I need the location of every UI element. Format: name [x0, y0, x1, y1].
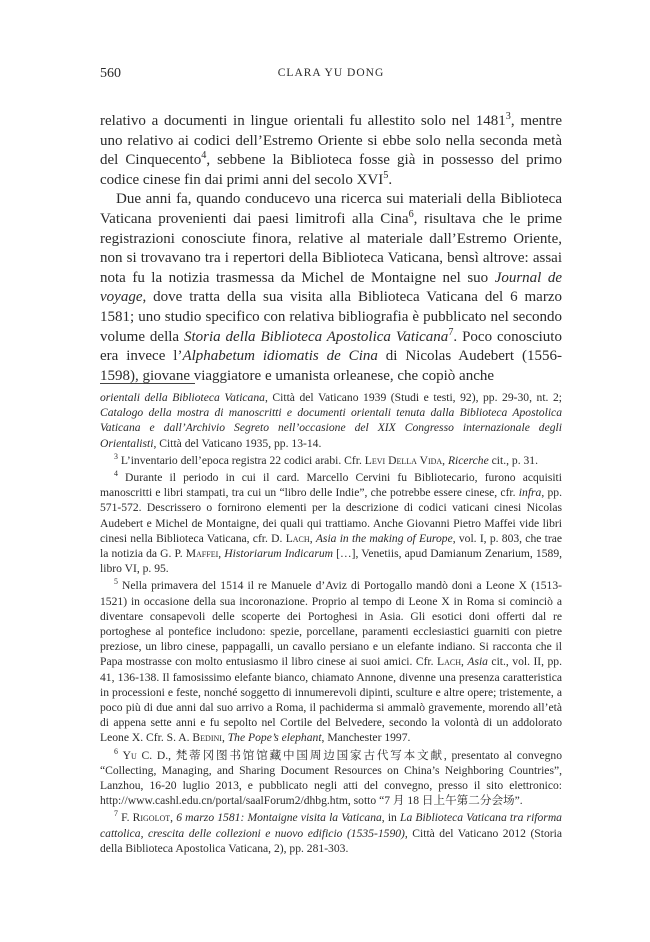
footnote-3: $^3$ L’inventario dell’epoca registra 22 codici arabi. Cfr. Levi Della Vida, Ricerche cit., p. 31. [114, 451, 539, 467]
footnote-4: $^4$ Durante il periodo in cui il card. Marcello Cervini fu Bibliotecario, furono acquisiti manoscritti e libri stampati, tra cui un “libro delle Indie”, che potrebbe essere cinese, cfr. infra, pp. 571-572. Descrissero o fornirono elementi per la descrizione di codici vaticani cinesi Nicolas Audebert e Michel de Montaigne, dei quali qui trattiamo. Anche Giovanni Pietro Maffei vide libri cinesi nella Biblioteca Vaticana, cfr. D. Lach, Asia in the making of Europe, vol. I, p. 803, che trae la notizia da G. P. Maffei, Historiarum Indicarum […], Venetiis, apud Damianum Zenarium, 1589, libro VI, p. 95. [100, 469, 563, 576]
footnote-7: $^7$ F. Rigolot, 6 marzo 1581: Montaigne visita la Vaticana, in La Biblioteca Vaticana tra riforma cattolica, crescita delle collezioni e nuovo edificio (1535-1590), Città del Vaticano 2012 (Storia della Biblioteca Apostolica Vaticana, 2), pp. 281-303. [100, 809, 562, 855]
footnote-continuation: orientali della Biblioteca Vaticana, Città del Vaticano 1939 (Studi e testi, 92), pp. 29-30, nt. 2; Catalogo della mostra di manoscritti e documenti orientali tenuta dalla Biblioteca Apostolica Vaticana e dall’Archivio Segreto nell’occasione del XIX Congresso internazionale degli Orientalisti, Città del Vaticano 1935, pp. 13-14. [100, 391, 562, 450]
page-number: 560 [100, 66, 121, 81]
page-header [100, 66, 562, 84]
footnote-ref-7[interactable]: 7 [448, 326, 454, 338]
footnote-ref-6[interactable]: 6 [408, 208, 414, 220]
footnote-5: $^5$ Nella primavera del 1514 il re Manuele d’Aviz di Portogallo mandò doni a Leone X (1513-1521) in occasione della sua incoronazione. Proprio al tempo di Leone X in Roma si cominciò a diventare consapevoli delle scoperte dei Portoghesi in Asia. Gli esotici doni offerti dal re portoghese al pontefice includono: spezie, porcellane, paramenti ecclesiastici guarniti con pietre preziose, un libro cinese, pappagalli, un cavallo persiano e un elefante indiano. Si racconta che il Papa mostrasse con molto entusiasmo il libro cinese ai suoi amici. Cfr. Lach, Asia cit., vol. II, pp. 41, 136-138. Il famosissimo elefante bianco, chiamato Annone, divenne una presenza caratteristica in processioni e feste, nonché soggetto di innumerevoli dipinti, sculture e altre opere; tristemente, a poco più di due anni dal suo arrivo a Roma, il pachiderma si ammalò gravemente, morendo all’età di appena sette anni e fu sepolto nel Cortile del Belvedere, secondo la volontà di un addolorato Leone X. Cfr. S. A. Bedini, The Pope’s elephant, Manchester 1997. [100, 577, 563, 745]
main-text [100, 112, 562, 386]
footnote-ref-3[interactable]: 3 [505, 111, 511, 122]
running-head: CLARA YU DONG [277, 67, 385, 79]
footnotes [100, 390, 562, 856]
footnote-separator [100, 383, 195, 384]
paragraph-1: relativo a documenti in lingue orientali fu allestito solo nel 1481$^3$, mentre uno relativo ai codici dell’Estremo Oriente si ebbe solo nella seconda metà del Cinquecento$^4$, sebbene la Biblioteca fosse già in possesso del primo codice cinese fin dai primi anni del secolo XVI$^5$. [100, 111, 562, 188]
paragraph-2: Due anni fa, quando conducevo una ricerca sui materiali della Biblioteca Vaticana provenienti dai paesi limitrofi alla Cina$^6$, risultava che le prime registrazioni conosciute finora, relative al materiale dall’Estremo Oriente, non si trovavano tra i repertori della Biblioteca Vaticana, bensì altrove: assai nota fu la notizia trasmessa da Michel de Montaigne nel suo Journal de voyage, dove tratta della sua visita alla Biblioteca Vaticana del 6 marzo 1581; uno studio specifico con relativa bibliografia è pubblicato nel secondo volume della Storia della Biblioteca Apostolica Vaticana$^7$. Poco conosciuto era invece l’Alphabetum idiomatis de Cina di Nicolas Audebert (1556-1598), giovane viaggiatore e umanista orleanese, che copiò anche [100, 191, 563, 384]
footnote-ref-5[interactable]: 5 [383, 169, 389, 181]
footnote-6: $^6$ Yu C. D., 梵蒂冈图书馆馆藏中国周边国家古代写本文献, presentato al convegno “Collecting, Managing, and Sharing Document Resources on China’s Neighboring Countries”, Lanzhou, 16-20 luglio 2013, e pubblicato negli atti del convegno, presso il sito elettronico: http://www.cashl.edu.cn/portal/saalForum2/dhbg.htm, sotto “7 月 18 日上午第二分会场”. [100, 746, 562, 808]
footnote-ref-4[interactable]: 4 [201, 150, 207, 162]
